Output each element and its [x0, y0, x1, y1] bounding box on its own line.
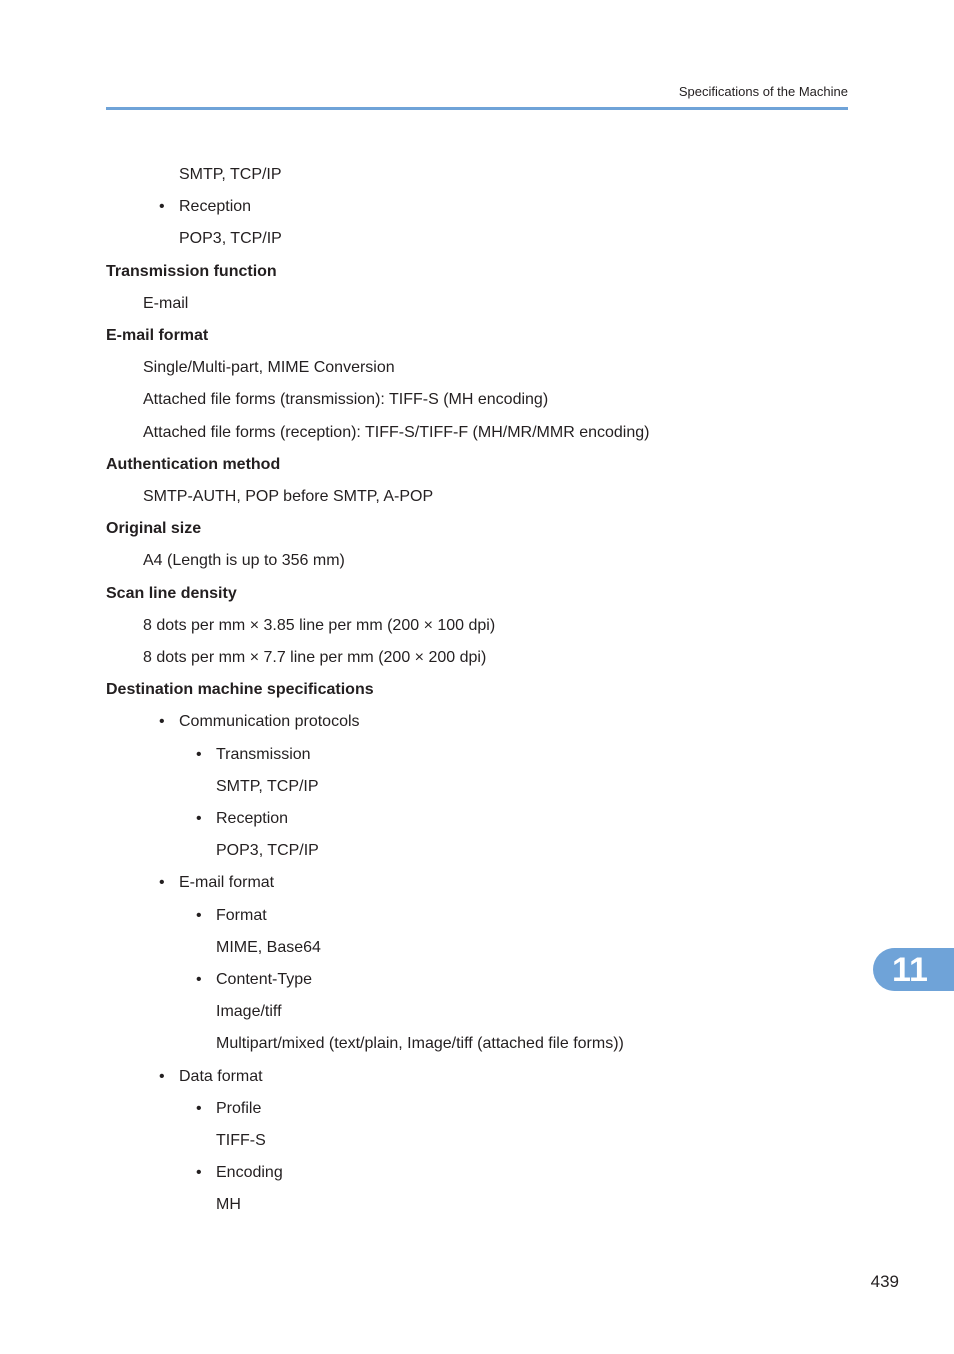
- bullet-item: • Content-Type: [216, 970, 312, 990]
- spec-value: SMTP, TCP/IP: [216, 777, 319, 795]
- section-heading: E-mail format: [106, 327, 209, 344]
- spec-value: POP3, TCP/IP: [216, 842, 319, 860]
- bullet-item: • Communication protocols: [179, 712, 360, 732]
- bullet-item: • Reception: [216, 809, 288, 829]
- spec-value: Image/tiff: [216, 1003, 282, 1021]
- section-heading: Original size: [106, 520, 202, 538]
- spec-value: 8 dots per mm × 3.85 line per mm (200 × 100 dpi): [143, 616, 496, 634]
- spec-value: E-mail: [143, 294, 189, 312]
- bullet-item: • Data format: [179, 1067, 263, 1087]
- section-heading: Authentication method: [106, 455, 281, 473]
- bullet-item: • E-mail format: [179, 873, 274, 893]
- spec-value: A4 (Length is up to 356 mm): [143, 552, 345, 570]
- spec-value: Attached file forms (transmission): TIFF-S (MH encoding): [143, 391, 549, 409]
- page-number: 439: [870, 1272, 899, 1291]
- spec-value: Single/Multi-part, MIME Conversion: [143, 359, 395, 377]
- spec-value: SMTP-AUTH, POP before SMTP, A-POP: [143, 488, 434, 505]
- spec-value: MH: [216, 1196, 241, 1214]
- section-heading: Scan line density: [106, 584, 237, 602]
- spec-value: SMTP, TCP/IP: [179, 166, 282, 183]
- bullet-item: • Encoding: [216, 1163, 283, 1183]
- header-title: Specifications of the Machine: [678, 84, 848, 99]
- spec-value: 8 dots per mm × 7.7 line per mm (200 × 200 dpi): [143, 649, 487, 666]
- spec-value: TIFF-S: [216, 1132, 266, 1149]
- section-heading: Destination machine specifications: [106, 681, 374, 699]
- bullet-item: • Profile: [216, 1099, 261, 1119]
- spec-value: Multipart/mixed (text/plain, Image/tiff (attached file forms)): [216, 1035, 624, 1053]
- header-rule: [106, 107, 848, 110]
- spec-value: Attached file forms (reception): TIFF-S/TIFF-F (MH/MR/MMR encoding): [143, 423, 650, 441]
- bullet-item: • Transmission: [216, 745, 311, 765]
- section-heading: Transmission function: [106, 262, 277, 280]
- spec-value: POP3, TCP/IP: [179, 230, 282, 248]
- spec-value: MIME, Base64: [216, 938, 321, 956]
- chapter-number: 11: [892, 951, 928, 989]
- bullet-item: • Reception: [179, 197, 251, 217]
- bullet-item: • Format: [216, 906, 267, 926]
